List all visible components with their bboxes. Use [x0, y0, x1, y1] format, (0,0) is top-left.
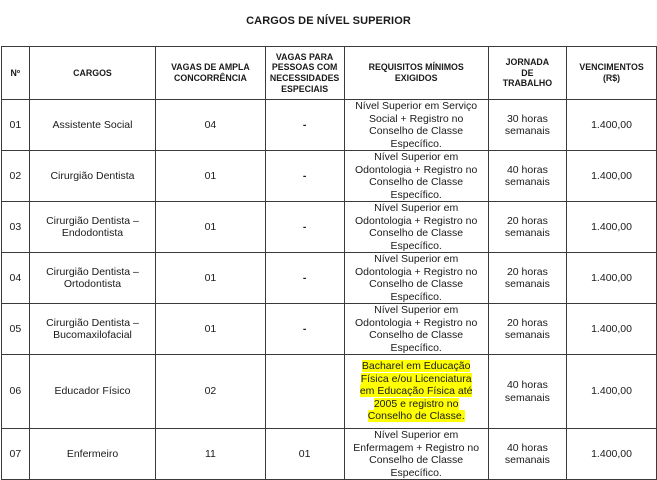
cell-num: 06: [2, 355, 30, 429]
cell-num: 03: [2, 202, 30, 253]
cell-cargo: Cirurgião Dentista – Bucomaxilofacial: [29, 304, 156, 355]
cell-vagas: 01: [156, 304, 265, 355]
cell-cargo: Cirurgião Dentista – Ortodontista: [29, 253, 156, 304]
cell-jornada: 30 horas semanais: [488, 100, 566, 151]
cell-requisitos: Nível Superior em Odontologia + Registro no Conselho de Classe Específico.: [344, 202, 488, 253]
cell-jornada: 20 horas semanais: [488, 304, 566, 355]
cell-pne: -: [265, 253, 344, 304]
table-row: [2, 429, 657, 480]
cell-num: 05: [2, 304, 30, 355]
cell-vencimentos: 1.400,00: [567, 429, 657, 480]
cell-cargo: Cirurgião Dentista – Endodontista: [29, 202, 156, 253]
cell-pne: 01: [265, 429, 344, 480]
header-vagas: VAGAS DE AMPLA CONCORRÊNCIA: [156, 47, 265, 100]
cell-vagas: 01: [156, 253, 265, 304]
header-cargo: CARGOS: [29, 47, 156, 100]
cell-cargo: Cirurgião Dentista: [29, 151, 156, 202]
cell-num: 02: [2, 151, 30, 202]
cell-vencimentos: 1.400,00: [567, 100, 657, 151]
cell-vagas: 01: [156, 151, 265, 202]
cell-requisitos: Nível Superior em Enfermagem + Registro no Conselho de Classe Específico.: [344, 429, 488, 480]
cell-vagas: 01: [156, 202, 265, 253]
cell-num: 01: [2, 100, 30, 151]
cell-requisitos: [344, 355, 488, 429]
header-vencimentos: VENCIMENTOS (R$): [567, 47, 657, 100]
table-row: [2, 202, 657, 253]
cell-pne: -: [265, 151, 344, 202]
cell-jornada: 20 horas semanais: [488, 253, 566, 304]
table-header-row: [2, 47, 657, 100]
table-row: [2, 100, 657, 151]
cell-pne: [265, 355, 344, 429]
header-jornada: JORNADA DE TRABALHO: [488, 47, 566, 100]
page-title: CARGOS DE NÍVEL SUPERIOR: [246, 15, 411, 27]
cell-jornada: 20 horas semanais: [488, 202, 566, 253]
cargos-table: [1, 46, 657, 480]
cell-cargo: Enfermeiro: [29, 429, 156, 480]
header-requisitos: REQUISITOS MÍNIMOS EXIGIDOS: [344, 47, 488, 100]
table-row: [2, 151, 657, 202]
cell-vencimentos: 1.400,00: [567, 253, 657, 304]
cell-requisitos: Nível Superior em Odontologia + Registro no Conselho de Classe Específico.: [344, 253, 488, 304]
cell-jornada: 40 horas semanais: [488, 429, 566, 480]
cell-vencimentos: 1.400,00: [567, 304, 657, 355]
cell-jornada: 40 horas semanais: [488, 355, 566, 429]
table-row: [2, 355, 657, 429]
cell-vagas: 02: [156, 355, 265, 429]
cell-pne: -: [265, 202, 344, 253]
cell-num: 04: [2, 253, 30, 304]
table-row: [2, 304, 657, 355]
header-num: Nº: [2, 47, 30, 100]
cell-jornada: 40 horas semanais: [488, 151, 566, 202]
cell-requisitos: Nível Superior em Odontologia + Registro no Conselho de Classe Específico.: [344, 304, 488, 355]
cell-vencimentos: 1.400,00: [567, 151, 657, 202]
cell-pne: -: [265, 304, 344, 355]
cell-vencimentos: 1.400,00: [567, 355, 657, 429]
cell-requisitos: Nível Superior em Serviço Social + Registro no Conselho de Classe Específico.: [344, 100, 488, 151]
highlighted-requirement: Bacharel em Educação Física e/ou Licenciatura em Educação Física até 2005 e registro no Conselho de Classe.: [359, 360, 473, 423]
cell-cargo: Educador Físico: [29, 355, 156, 429]
cell-num: 07: [2, 429, 30, 480]
cell-pne: -: [265, 100, 344, 151]
table-row: [2, 253, 657, 304]
cell-cargo: Assistente Social: [29, 100, 156, 151]
cell-vencimentos: 1.400,00: [567, 202, 657, 253]
cell-requisitos: Nível Superior em Odontologia + Registro no Conselho de Classe Específico.: [344, 151, 488, 202]
cell-vagas: 04: [156, 100, 265, 151]
header-pne: VAGAS PARA PESSOAS COM NECESSIDADES ESPECIAIS: [265, 47, 344, 100]
cell-vagas: 11: [156, 429, 265, 480]
